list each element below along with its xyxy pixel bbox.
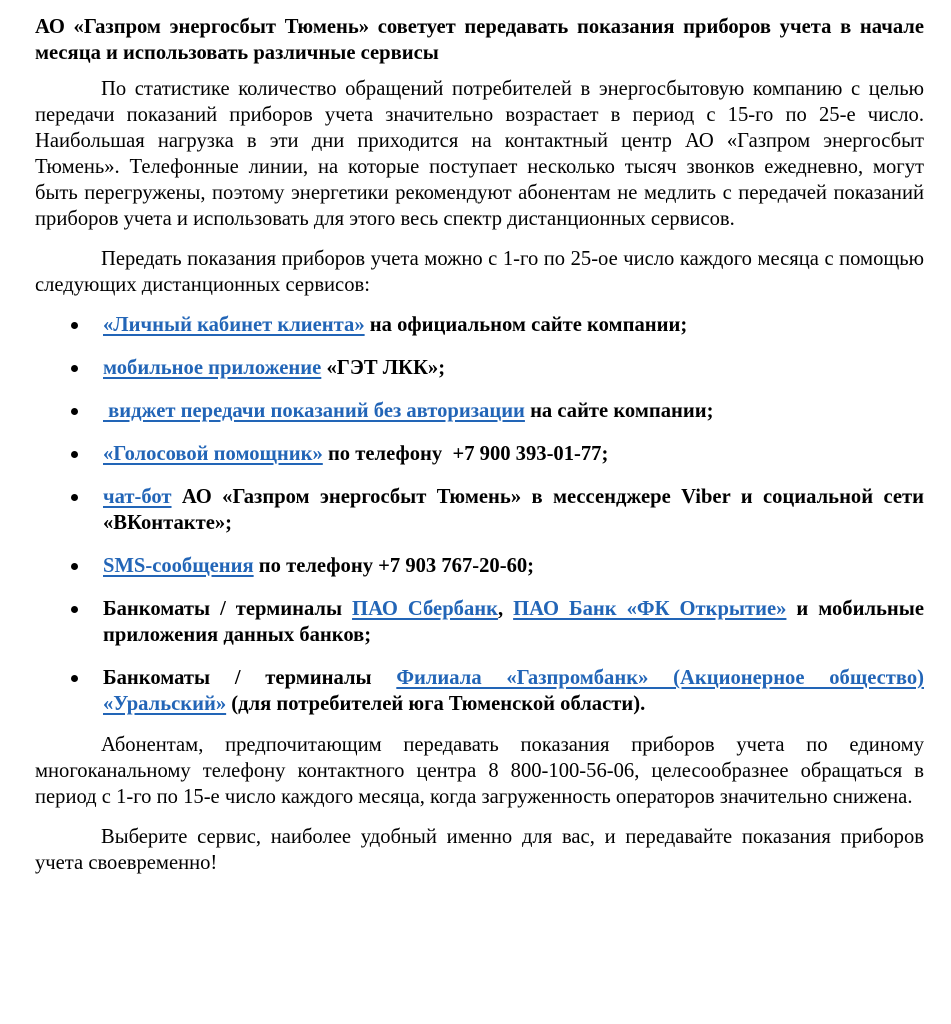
services-intro-paragraph: Передать показания приборов учета можно с 1-го по 25-ое число каждого месяца с помощью следующих дистанционных сервисов: [35,248,924,296]
list-item-text: на сайте компании; [524,400,714,422]
bullet-icon [71,563,78,570]
list-item-text: (для потребителей юга Тюменской области). [226,693,646,715]
list-item-separator: , [497,598,514,620]
bullet-icon [71,494,78,501]
list-item-text: АО «Газпром энергосбыт Тюмень» в мессенджере Viber и социальной сети «ВКонтакте»; [103,486,924,534]
list-item-text: и мобильные приложения данных банков; [103,598,924,646]
personal-cabinet-link[interactable]: «Личный кабинет клиента» [103,314,365,336]
services-list [35,312,924,717]
gazprombank-link[interactable]: Филиала «Газпромбанк» (Акционерное общество) «Уральский» [103,667,924,715]
list-item-banks-gazprombank [35,665,924,717]
chat-bot-link[interactable]: чат-бот [103,486,172,508]
otkritie-link[interactable]: ПАО Банк «ФК Открытие» [513,598,787,620]
sberbank-link[interactable]: ПАО Сбербанк [352,598,498,620]
bullet-icon [71,322,78,329]
list-item-text: по телефону +7 903 767-20-60; [253,555,535,577]
page-title: АО «Газпром энергосбыт Тюмень» советует передавать показания приборов учета в начале месяца и использовать различные сервисы [35,16,924,64]
voice-assistant-link[interactable]: «Голосовой помощник» [103,443,323,465]
list-item-mobile-app [35,355,924,381]
bullet-icon [71,408,78,415]
list-item-widget [35,398,924,424]
bullet-icon [71,451,78,458]
list-item-text: «ГЭТ ЛКК»; [321,357,446,379]
list-item-sms [35,553,924,579]
bullet-icon [71,675,78,682]
bullet-icon [71,365,78,372]
list-item-personal-cabinet [35,312,924,338]
sms-link[interactable]: SMS-сообщения [103,555,254,577]
list-item-voice-assistant [35,441,924,467]
mobile-app-link[interactable]: мобильное приложение [103,357,322,379]
list-item-text: по телефону +7 900 393-01-77; [322,443,609,465]
list-item-prefix: Банкоматы / терминалы [103,598,353,620]
bullet-icon [71,606,78,613]
list-item-banks-sber-otkritie [35,596,924,648]
contact-center-paragraph: Абонентам, предпочитающим передавать показания приборов учета по единому многоканальному телефону контактного центра 8 800-100-56-06, целесообразнее обращаться в период с 1-го по 15-е число каждого месяца, когда загруженность операторов значительно снижена. [35,734,924,808]
intro-paragraph: По статистике количество обращений потребителей в энергосбытовую компанию с целью передачи показаний приборов учета значительно возрастает в период с 15-го по 25-е число. Наибольшая нагрузка в эти дни приходится на контактный центр АО «Газпром энергосбыт Тюмень». Телефонные линии, на которые поступает несколько тысяч звонков ежедневно, могут быть перегружены, поэтому энергетики рекомендуют абонентам не медлить с передачей показаний приборов учета и использовать для этого весь спектр дистанционных сервисов. [35,78,924,230]
list-item-prefix: Банкоматы / терминалы [103,667,397,689]
widget-link[interactable]: виджет передачи показаний без авторизации [103,400,525,422]
closing-paragraph: Выберите сервис, наиболее удобный именно для вас, и передавайте показания приборов учета своевременно! [35,826,924,874]
list-item-text: на официальном сайте компании; [364,314,688,336]
list-item-chat-bot [35,484,924,536]
